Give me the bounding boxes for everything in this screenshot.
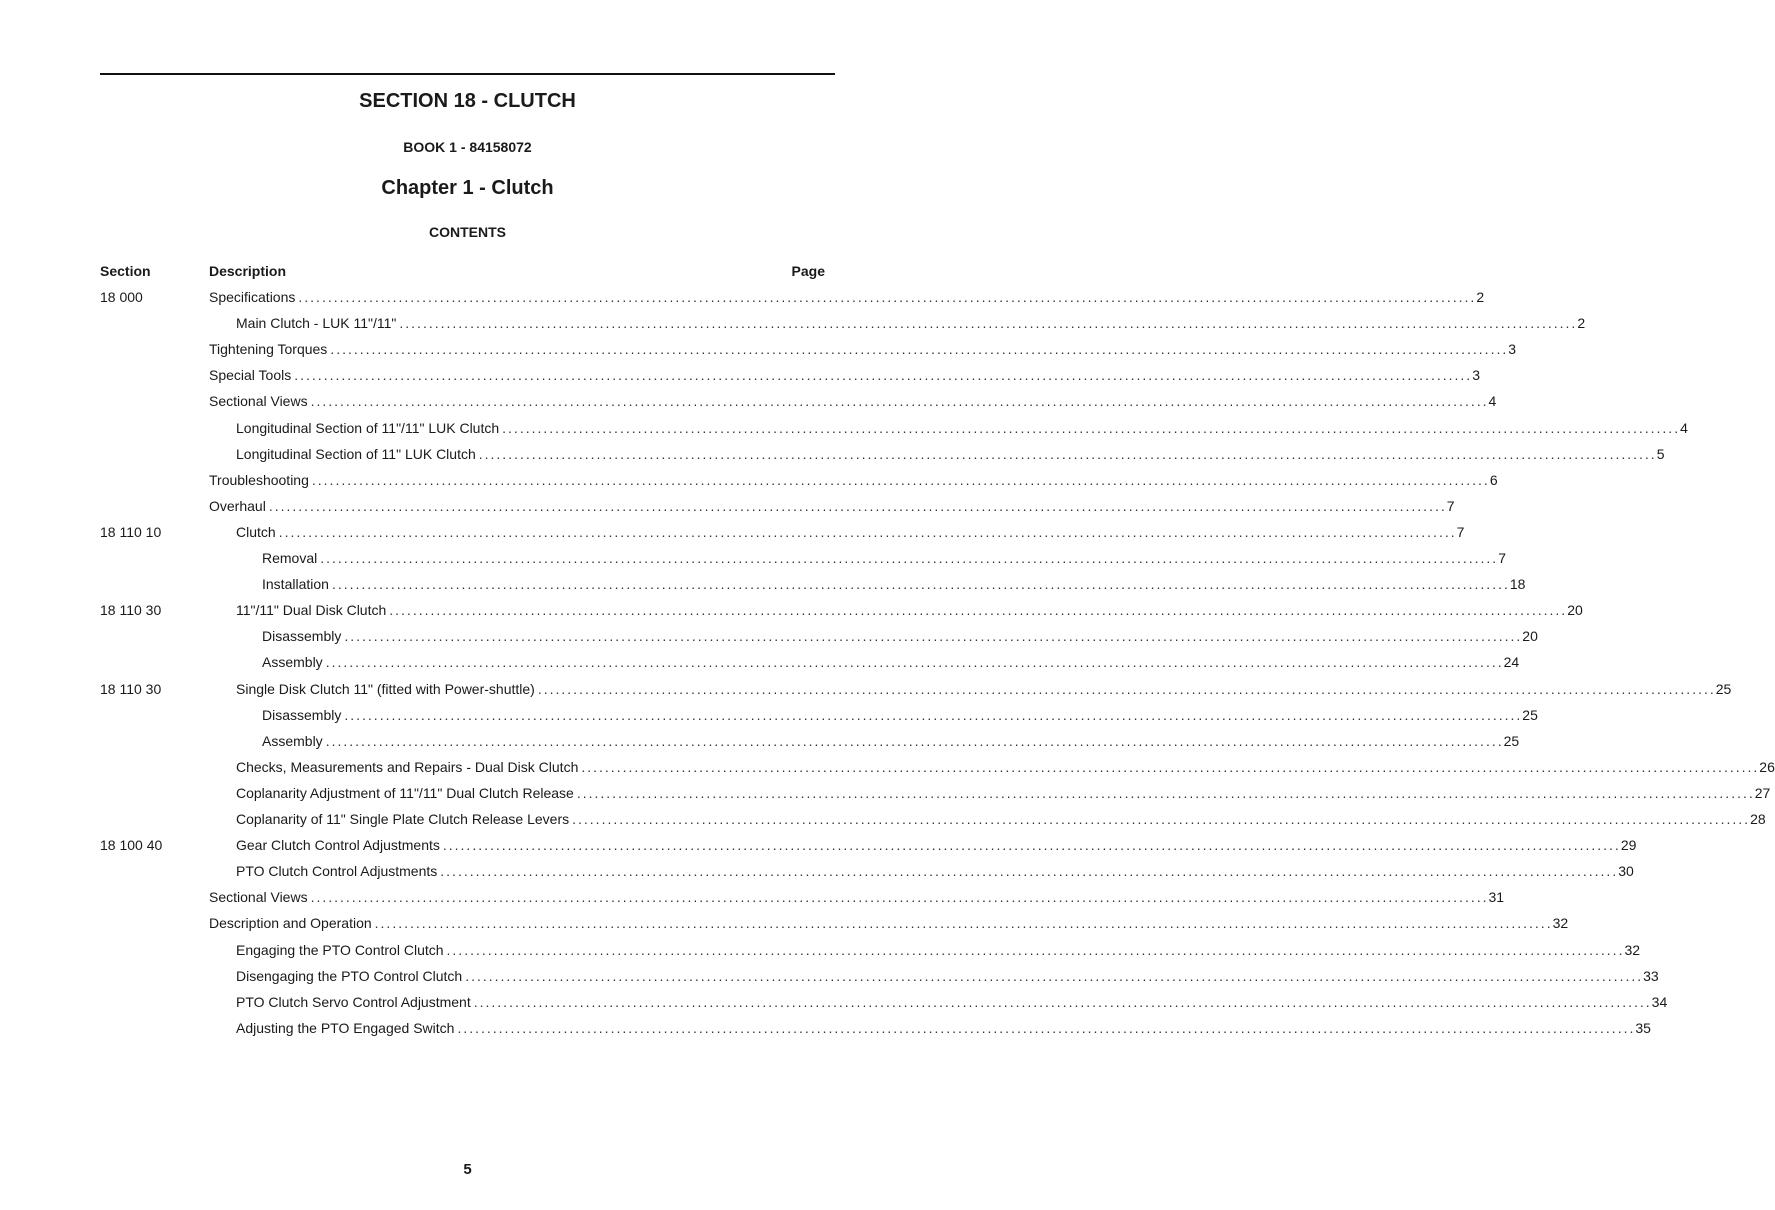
toc-entry[interactable]: [236, 445, 1665, 462]
toc-entry[interactable]: [262, 550, 1506, 566]
toc-dot-leader: ........................................................................................................................................................................................................: [465, 967, 1644, 984]
toc-page-number: 25: [1522, 706, 1538, 723]
toc-page-number: 6: [1489, 471, 1498, 488]
toc-page-number: 5: [1656, 445, 1665, 462]
toc-entry[interactable]: [262, 628, 1538, 645]
toc-row: [0, 967, 1659, 988]
toc-dot-leader: ........................................................................................................................................................................................................: [457, 1019, 1636, 1036]
toc-entry-title: Adjusting the PTO Engaged Switch: [236, 1019, 455, 1036]
toc-entry-title: Sectional Views: [209, 889, 308, 906]
toc-section-code: 18 110 10: [100, 523, 162, 540]
toc-entry[interactable]: [236, 967, 1659, 984]
toc-entry[interactable]: [236, 523, 1465, 540]
toc-page-number: 34: [1651, 993, 1668, 1010]
toc-row: [0, 680, 1732, 701]
contents-heading: CONTENTS: [429, 224, 506, 240]
toc-entry[interactable]: [262, 732, 1520, 749]
toc-entry-title: Sectional Views: [209, 393, 308, 410]
toc-row: [0, 576, 1526, 596]
toc-entry-title: PTO Clutch Servo Control Adjustment: [236, 993, 471, 1010]
toc-dot-leader: ........................................................................................................................................................................................................: [442, 837, 1621, 854]
toc-section-code: 18 000: [100, 289, 143, 305]
toc-entry[interactable]: [236, 993, 1668, 1010]
toc-dot-leader: ........................................................................................................................................................................................................: [311, 471, 1490, 488]
toc-row: [0, 550, 1506, 570]
toc-dot-leader: ........................................................................................................................................................................................................: [399, 315, 1578, 332]
toc-section-code: 18 110 30: [100, 680, 162, 697]
toc-dot-leader: ........................................................................................................................................................................................................: [572, 811, 1751, 827]
toc-page-number: 28: [1750, 811, 1766, 827]
toc-dot-leader: ........................................................................................................................................................................................................: [325, 732, 1504, 749]
toc-entry-title: Troubleshooting: [209, 471, 309, 488]
toc-entry[interactable]: [236, 863, 1634, 880]
toc-entry[interactable]: [236, 811, 1766, 827]
toc-row: [0, 993, 1668, 1014]
toc-page-number: 2: [1577, 315, 1586, 332]
toc-row: [0, 811, 1766, 831]
toc-row: [0, 758, 1775, 779]
toc-entry-title: Assembly: [262, 654, 323, 671]
toc-dot-leader: ........................................................................................................................................................................................................: [389, 602, 1568, 619]
toc-page-number: 27: [1754, 784, 1771, 801]
toc-entry[interactable]: [236, 941, 1641, 958]
toc-entry-title: Description and Operation: [209, 915, 372, 932]
toc-page-number: 7: [1456, 523, 1465, 540]
chapter-title: Chapter 1 - Clutch: [381, 177, 554, 199]
toc-page-number: 3: [1508, 341, 1517, 358]
toc-row: [0, 471, 1498, 492]
toc-row: [0, 837, 1637, 857]
toc-entry-title: Gear Clutch Control Adjustments: [236, 837, 440, 854]
toc-dot-leader: ........................................................................................................................................................................................................: [298, 289, 1477, 305]
toc-entry[interactable]: [236, 315, 1586, 332]
toc-entry[interactable]: [236, 1019, 1651, 1036]
toc-row: [0, 445, 1665, 466]
toc-page-number: 29: [1620, 837, 1637, 854]
toc-entry-title: Removal: [262, 550, 318, 566]
toc-dot-leader: ........................................................................................................................................................................................................: [325, 654, 1504, 671]
toc-row: [0, 732, 1520, 753]
toc-entry[interactable]: [209, 915, 1569, 932]
toc-page-number: 24: [1503, 654, 1520, 671]
column-header-description: Description: [209, 263, 287, 279]
toc-entry-title: Installation: [262, 576, 329, 593]
toc-entry-title: Single Disk Clutch 11" (fitted with Power-shuttle): [236, 680, 535, 697]
toc-entry-title: Disassembly: [262, 628, 342, 645]
toc-entry[interactable]: [262, 576, 1526, 593]
toc-page-number: 4: [1488, 393, 1497, 410]
toc-page-number: 20: [1567, 602, 1583, 619]
toc-page-number: 25: [1503, 732, 1520, 749]
section-title: SECTION 18 - CLUTCH: [359, 90, 576, 112]
toc-entry-title: Disassembly: [262, 706, 342, 723]
toc-entry-title: 11"/11" Dual Disk Clutch: [236, 602, 387, 619]
toc-dot-leader: ........................................................................................................................................................................................................: [537, 680, 1716, 697]
toc-page-number: 25: [1715, 680, 1732, 697]
toc-row: [0, 497, 1455, 518]
toc-page-number: 31: [1488, 889, 1505, 906]
toc-entry-title: Clutch: [236, 523, 276, 540]
toc-dot-leader: ........................................................................................................................................................................................................: [294, 367, 1473, 384]
column-header-section: Section: [100, 263, 151, 279]
toc-entry-title: Longitudinal Section of 11" LUK Clutch: [236, 445, 476, 462]
toc-dot-leader: ........................................................................................................................................................................................................: [344, 706, 1523, 723]
toc-page-number: 33: [1643, 967, 1659, 984]
toc-page-number: 30: [1618, 863, 1634, 880]
toc-row: [0, 1019, 1651, 1040]
column-header-page: Page: [791, 263, 825, 279]
toc-entry-title: Checks, Measurements and Repairs - Dual Disk Clutch: [236, 758, 579, 775]
toc-dot-leader: ........................................................................................................................................................................................................: [278, 523, 1457, 540]
toc-row: [0, 523, 1465, 544]
toc-entry[interactable]: [209, 889, 1505, 906]
toc-row: [0, 341, 1517, 361]
toc-entry[interactable]: [209, 341, 1517, 358]
top-rule: [100, 73, 835, 75]
toc-dot-leader: ........................................................................................................................................................................................................: [446, 941, 1625, 958]
toc-entry[interactable]: [236, 680, 1732, 697]
toc-entry-title: Overhaul: [209, 497, 266, 514]
toc-page-number: 32: [1624, 941, 1641, 958]
toc-page-number: 20: [1522, 628, 1538, 645]
toc-dot-leader: ........................................................................................................................................................................................................: [581, 758, 1760, 775]
toc-dot-leader: ........................................................................................................................................................................................................: [331, 576, 1510, 593]
toc-entry[interactable]: [209, 471, 1498, 488]
toc-row: [0, 863, 1634, 883]
toc-entry[interactable]: [209, 289, 1485, 305]
toc-dot-leader: ........................................................................................................................................................................................................: [320, 550, 1499, 566]
toc-dot-leader: ........................................................................................................................................................................................................: [330, 341, 1509, 358]
toc-entry[interactable]: [262, 706, 1538, 723]
toc-dot-leader: ........................................................................................................................................................................................................: [374, 915, 1553, 932]
toc-entry-title: Longitudinal Section of 11"/11" LUK Clutch: [236, 419, 500, 436]
toc-dot-leader: ........................................................................................................................................................................................................: [344, 628, 1523, 645]
toc-entry-title: Tightening Torques: [209, 341, 328, 358]
toc-entry-title: Coplanarity of 11" Single Plate Clutch Release Levers: [236, 811, 570, 827]
toc-entry-title: Engaging the PTO Control Clutch: [236, 941, 444, 958]
toc-page-number: 4: [1680, 419, 1688, 436]
toc-row: [0, 784, 1771, 805]
toc-entry[interactable]: [236, 837, 1637, 854]
toc-entry-title: Assembly: [262, 732, 323, 749]
toc-entry[interactable]: [209, 497, 1455, 514]
page-number: 5: [463, 1161, 472, 1178]
toc-dot-leader: ........................................................................................................................................................................................................: [268, 497, 1447, 514]
toc-entry[interactable]: [236, 602, 1583, 619]
toc-section-code: 18 100 40: [100, 837, 163, 854]
toc-page-number: 26: [1759, 758, 1775, 775]
toc-row: [0, 889, 1505, 909]
toc-row: [0, 315, 1586, 335]
toc-row: [0, 654, 1520, 674]
toc-entry[interactable]: [236, 758, 1775, 775]
toc-entry[interactable]: [236, 419, 1688, 436]
book-reference: BOOK 1 - 84158072: [403, 139, 532, 155]
toc-row: [0, 419, 1688, 440]
toc-entry-title: Coplanarity Adjustment of 11"/11" Dual Clutch Release: [236, 784, 574, 801]
toc-entry-title: Specifications: [209, 289, 296, 305]
toc-row: [0, 915, 1569, 935]
toc-page-number: 3: [1472, 367, 1480, 384]
toc-entry[interactable]: [236, 784, 1771, 801]
toc-entry-title: Special Tools: [209, 367, 292, 384]
toc-page-number: 2: [1476, 289, 1485, 305]
toc-entry-title: Main Clutch - LUK 11"/11": [236, 315, 397, 332]
toc-row: [0, 602, 1583, 622]
toc-dot-leader: ........................................................................................................................................................................................................: [310, 393, 1489, 410]
toc-entry[interactable]: [209, 393, 1497, 410]
toc-row: [0, 628, 1538, 648]
toc-entry[interactable]: [209, 367, 1480, 384]
toc-page-number: 18: [1509, 576, 1526, 593]
toc-dot-leader: ........................................................................................................................................................................................................: [310, 889, 1489, 906]
toc-row: [0, 706, 1538, 727]
toc-row: [0, 941, 1641, 962]
toc-page-number: 35: [1635, 1019, 1651, 1036]
toc-row: [0, 367, 1480, 387]
toc-page-number: 32: [1552, 915, 1569, 932]
toc-entry-title: Disengaging the PTO Control Clutch: [236, 967, 463, 984]
toc-dot-leader: ........................................................................................................................................................................................................: [576, 784, 1755, 801]
toc-entry-title: PTO Clutch Control Adjustments: [236, 863, 438, 880]
toc-dot-leader: ........................................................................................................................................................................................................: [502, 419, 1681, 436]
toc-entry[interactable]: [262, 654, 1520, 671]
toc-dot-leader: ........................................................................................................................................................................................................: [473, 993, 1652, 1010]
toc-dot-leader: ........................................................................................................................................................................................................: [478, 445, 1657, 462]
toc-page-number: 7: [1498, 550, 1506, 566]
toc-dot-leader: ........................................................................................................................................................................................................: [440, 863, 1619, 880]
toc-section-code: 18 110 30: [100, 602, 162, 619]
toc-page-number: 7: [1446, 497, 1455, 514]
toc-row: [0, 393, 1497, 413]
toc-row: [0, 289, 1485, 309]
